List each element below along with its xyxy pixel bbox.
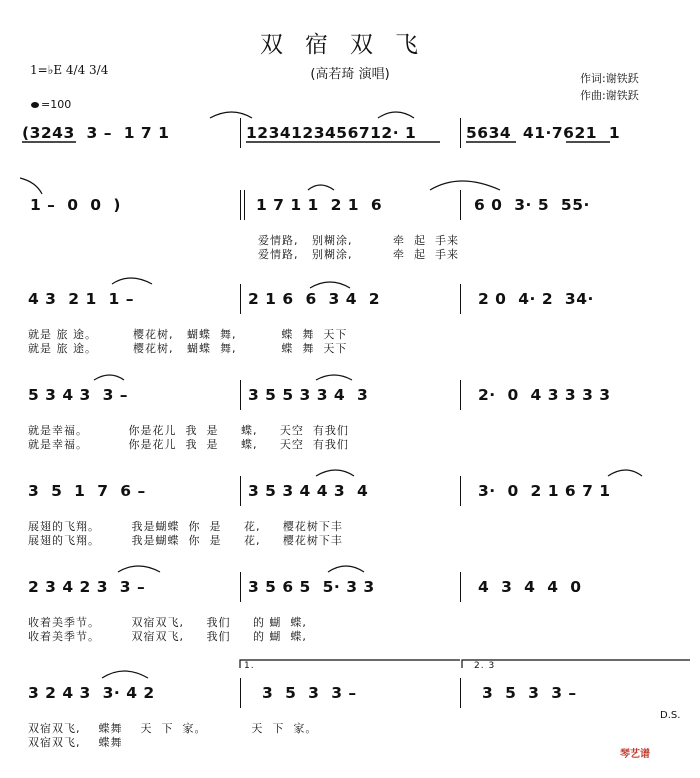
lyric-line: 就是 旅 途。 樱花树, 蝴蝶 舞, 蝶 舞 天下 [28,342,348,355]
measure-notes: 3 5 1 7 6 – [28,482,146,500]
song-title: 双宿双飞 [260,32,440,58]
measure-notes: 3· 0 2 1 6 7 1 [478,482,611,500]
lyric-line: 就是 旅 途。 樱花树, 蝴蝶 舞, 蝶 舞 天下 [28,328,348,341]
performer-subtitle: (高若琦 演唱) [310,67,390,82]
measure-notes: 2 3 4 2 3 3 – [28,578,146,596]
measure-notes: 3 5 3 3 – [482,684,577,702]
logo-text: 琴艺谱 [620,749,650,760]
site-logo [620,745,650,761]
measure-notes: 1234123456712· 1 [246,124,417,142]
measure-notes: 3 5 3 3 – [262,684,357,702]
lyric-line: 就是幸福。 你是花儿 我 是 蝶, 天空 有我们 [28,438,349,451]
measure-notes: 1 – 0 0 ) [30,196,121,214]
composer-credit: 作曲:谢铁跃 [580,89,639,102]
lyric-line: 展翅的飞翔。 我是蝴蝶 你 是 花, 樱花树下丰 [28,534,343,547]
measure-notes: 1 7 1 1 2 1 6 [256,196,383,214]
volta-first-ending: 1. [244,661,255,671]
measure-notes: 4 3 2 1 1 – [28,290,134,308]
lyricist-credit: 作词:谢铁跃 [580,72,639,85]
measure-notes: 3 5 3 4 4 3 4 [248,482,369,500]
measure-notes: 2· 0 4 3 3 3 3 [478,386,611,404]
measure-notes: 2 0 4· 2 34· [478,290,594,308]
dal-segno-mark: D.S. [660,710,681,721]
lyric-line: 双宿双飞, 蝶舞 天 下 家。 天 下 家。 [28,722,318,735]
lyric-line: 双宿双飞, 蝶舞 [28,736,123,749]
lyric-line: 就是幸福。 你是花儿 我 是 蝶, 天空 有我们 [28,424,349,437]
volta-second-ending: 2. 3 [474,661,496,671]
lyric-line: 爱情路, 别糊涂, 牵 起 手来 [258,248,459,261]
measure-notes: 2 1 6 6 3 4 2 [248,290,381,308]
lyric-line: 收着美季节。 双宿双飞, 我们 的 蝴 蝶, [28,616,307,629]
tempo-value: =100 [41,98,72,111]
lyric-line: 爱情路, 别糊涂, 牵 起 手来 [258,234,459,247]
measure-notes: 3 5 6 5 5· 3 3 [248,578,375,596]
measure-notes: 4 3 4 4 0 [478,578,582,596]
measure-notes: 5634 41·7621 1 [466,124,621,142]
lyric-line: 收着美季节。 双宿双飞, 我们 的 蝴 蝶, [28,630,307,643]
measure-notes: 6 0 3· 5 55· [474,196,590,214]
measure-notes: 5 3 4 3 3 – [28,386,129,404]
measure-notes: (3243 3 – 1 7 1 [22,124,170,142]
measure-notes: 3 2 4 3 3· 4 2 [28,684,155,702]
measure-notes: 3 5 5 3 3 4 3 [248,386,369,404]
lyric-line: 展翅的飞翔。 我是蝴蝶 你 是 花, 樱花树下丰 [28,520,343,533]
key-signature: 1=♭E 4/4 3/4 [30,63,109,77]
